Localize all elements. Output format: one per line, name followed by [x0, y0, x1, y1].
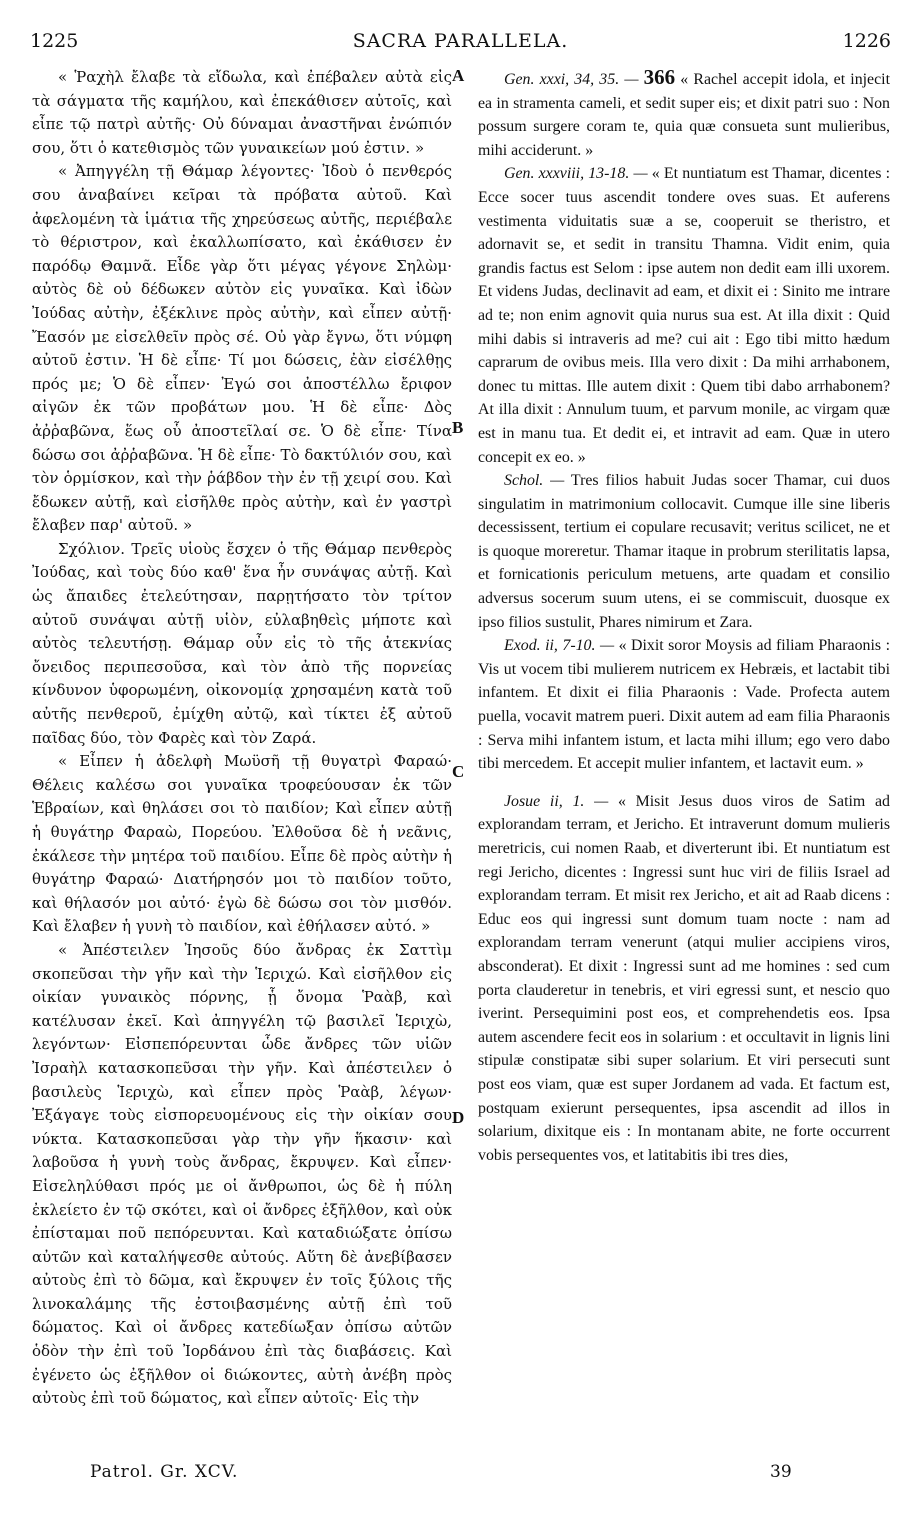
left-page-number: 1225	[30, 30, 79, 52]
greek-paragraph-rahab: « Ἀπέστειλεν Ἰησοῦς δύο ἄνδρας ἐκ Σαττὶμ σκοπεῦσαι τὴν γῆν καὶ τὴν Ἱεριχώ. Καὶ εἰσῆλθον εἰς οἰκίαν γυναικὸς πόρνης, ᾗ ὄνομα Ῥαὰβ, καὶ κατέλυσαν ἐκεῖ. Καὶ ἀπηγγέλη τῷ βασιλεῖ Ἱεριχὼ, λεγόντων· Εἰσπεπόρευνται ὧδε ἄνδρες τῶν υἱῶν Ἰσραὴλ κατασκοπεῦσαι τὴν γῆν. Καὶ ἀπέστειλεν ὁ βασιλεὺς Ἱεριχὼ, καὶ εἶπεν πρὸς Ῥαὰβ, λέγων· Ἐξάγαγε τοὺς εἰσπορευομένους εἰς τὴν οἰκίαν σου νύκτα. Κατασκοπεῦσαι γὰρ τὴν γῆν ἥκασιν· καὶ λαβοῦσα ἡ γυνὴ τοὺς ἄνδρας, ἔκρυψεν. Καὶ εἶπεν· Εἰσεληλύθασι πρός με οἱ ἄνθρωποι, ὡς δὲ ἡ πύλη ἐκλείετο ἐν τῷ σκότει, καὶ οἱ ἄνδρες ἐξῆλθον, καὶ οὐκ ἐπίσταμαι ποῦ πεπόρευνται. Καὶ καταδιώξατε ὀπίσω αὐτῶν καὶ καταλήψεσθε αὐτούς. Αὕτη δὲ ἀνεβίβασεν αὐτοὺς ἐπὶ τὸ δῶμα, καὶ ἔκρυψεν ἐν τοῖς ξύλοις τῆς λινοκαλάμης τῆς ἐστοιβασμένης αὐτῇ ἐπὶ τοῦ δώματος. Καὶ οἱ ἄνδρες κατεδίωξαν ὀπίσω αὐτῶν ὁδὸν τὴν ἐπὶ τοῦ Ἰορδάνου ἐπὶ τὰς διαβάσεις. Καὶ ἐγένετο ὡς ἐξῆλθον οἱ διώκοντες, αὐτὴ ἀνέβη πρὸς αὐτοὺς ἐπὶ τοῦ δώματος, καὶ εἶπεν αὐτοῖς· Εἰς τὴν	[32, 940, 452, 1408]
sheet-number: 39	[770, 1462, 792, 1482]
greek-paragraph-rachel: « Ῥαχὴλ ἔλαβε τὰ εἴδωλα, καὶ ἐπέβαλεν αὐτὰ εἰς τὰ σάγματα τῆς καμήλου, καὶ ἐπεκάθισεν αὐτοῖς, καὶ εἶπε τῷ πατρὶ αὐτῆς· Οὐ δύναμαι ἀναστῆναι ἐνώπιόν σου, ὅτι ὁ κατεθισμὸς τῶν γυναικείων μού ἐστιν. »	[32, 68, 452, 157]
scripture-reference: Exod. ii, 7-10. —	[504, 637, 615, 655]
column-number: 366	[643, 65, 676, 89]
paragraph-text: « Misit Jesus duos viros de Satim ad explorandam terram, et Jericho. Et intraverunt domum mulieris meretricis, cui nomen Raab, et diverterunt ibi. Et nuntiatum est regi Jericho, dicentes : Ingressi sunt huc viri de filiis Israel ad explorandam terram. Et misit rex Jericho, et ait ad Raab dicens : Educ eos qui ingressi sunt domum tuam nocte : nam ad explorandam terram venerunt (atqui mulier accipiens viros, absconderat). Et dixit : Ingressi sunt ad me homines : sed cum porta clauderetur in tenebris, et viri egressi sunt, et nescio quo iverint. Persequimini post eos, et comprehendetis eos. Ipsa autem ascendere fecit eos in solarium : et occultavit in lignis lini stipulæ constipatæ sibi super solarium. Et viri persecuti sunt post eos viam, quæ est super Jordanem ad vada. Et factum est, postquam exierunt persequentes, ipsa ascendit ad illos in solarium, dixitque eis : In montanam abite, ne forte occurrent vobis persequentes vos, et latitabitis ibi tres dies,	[478, 792, 890, 1164]
section-gap	[478, 776, 890, 790]
latin-paragraph-scholion	[478, 469, 890, 634]
margin-marker-c: C	[452, 762, 465, 781]
latin-paragraph-thamar	[478, 162, 890, 469]
greek-column	[32, 66, 452, 1411]
running-title: SACRA PARALLELA.	[352, 30, 569, 52]
paragraph-text: « Rachel accepit idola, et injecit ea in stramenta cameli, et sedit super eis; et dixit patri suo : Non possum surgere coram te, quia quæ consueta sunt mulieribus, mihi acciderunt. »	[478, 71, 890, 159]
latin-column	[478, 66, 890, 1167]
scripture-reference: Gen. xxxi, 34, 35. —	[504, 71, 639, 88]
paragraph-text: Tres filios habuit Judas socer Thamar, cui duos singulatim in matrimonium collocavit. Cumque ille sine liberis decessissent, tertium ei copulare recusavit; veritus scilicet, ne et is quoque moreretur. Thamar itaque in probrum sterilitatis lapsa, et fornicationis periculum metuens, arte quadam et consilio adversus socerum suum utens, ei se commiscuit, duosque ex ipso filios sustulit, Phares nimirum et Zara.	[478, 472, 890, 631]
paragraph-text: « Et nuntiatum est Thamar, dicentes : Ecce socer tuus ascendit tondere oves suas. Et auferens vestimenta viduitatis suæ a se, cooperuit se theristro, et adornavit se, et sedit in transitu Thamna. Vidit enim, quia grandis factus est Selom : ipse autem non dedit eam illi uxorem. Et videns Judas, declinavit ad eam, et dixit ei : Sinito me intrare ad te; non enim agnovit quia nurus sua est. At illa dixit : Quid mihi dabis si intraveris ad me? cui ait : Ego tibi mitto hædum caprarum de ovibus meis. Illa vero dixit : Da mihi arrhabonem, donec tu mittas. Ille autem dixit : Quem tibi dabo arrhabonem? At illa dixit : Annulum tuum, et parvum monile, ac virgam quæ est in manu tua. Et dedit ei, et intravit ad eam. Quæ in utero concepit ex eo. »	[478, 165, 890, 466]
margin-marker-b: B	[452, 418, 464, 437]
greek-paragraph-thamar: « Ἀπηγγέλη τῇ Θάμαρ λέγοντες· Ἰδοὺ ὁ πενθερός σου ἀναβαίνει κεῖραι τὰ πρόβατα αὐτοῦ. Καὶ ἀφελομένη τὰ ἱμάτια τῆς χηρεύσεως αὐτῆς, περιέβαλε τὸ θέριστρον, καὶ ἐκαλλωπίσατο, καὶ ἐκάθισεν ἐν παρόδῳ Θαμνᾶ. Εἶδε γὰρ ὅτι μέγας γέγονε Σηλὼμ· αὐτὸς δὲ οὐ δέδωκεν αὐτὸν εἰς γυναῖκα. Καὶ ἰδὼν Ἰούδας αὐτὴν, ἐξέκλινε πρὸς αὐτὴν, καὶ εἶπεν αὐτῇ· Ἔασόν με εἰσελθεῖν πρὸς σέ. Οὐ γὰρ ἔγνω, ὅτι νύμφη αὐτοῦ ἐστιν. Ἡ δὲ εἶπε· Τί μοι δώσεις, ἐὰν εἰσέλθῃς πρός με; Ὁ δὲ εἶπεν· Ἐγώ σοι ἀποστέλλω ἔριφον αἰγῶν ἐκ τῶν προβάτων μου. Ἡ δὲ εἶπε· Δὸς ἀῤῥαβῶνα, ἕως οὗ ἀποστεῖλαί σε. Ὁ δὲ εἶπε· Τίνα δώσω σοι ἀῤῥαβῶνα. Ἡ δὲ εἶπε· Τὸ δακτύλιόν σου, καὶ τὸν ὁρμίσκον, καὶ τὴν ῥάβδον τὴν ἐν τῇ χειρί σου. Καὶ ἔδωκεν αὐτῇ, καὶ εἰσῆλθε πρὸς αὐτὴν, καὶ ἐν γαστρὶ ἔλαβεν παρ' αὐτοῦ. »	[32, 162, 452, 535]
volume-signature: Patrol. Gr. XCV.	[90, 1462, 239, 1482]
latin-paragraph-moses-sister	[478, 634, 890, 776]
margin-marker-a: A	[452, 66, 465, 85]
greek-paragraph-moses-sister: « Εἶπεν ἡ ἀδελφὴ Μωϋσῆ τῇ θυγατρὶ Φαραώ· Θέλεις καλέσω σοι γυναῖκα τροφεύουσαν ἐκ τῶν Ἑβραίων, καὶ θηλάσει σοι τὸ παιδίον; Καὶ εἶπεν αὐτῇ ἡ θυγάτηρ Φαραὼ, Πορεύου. Ἐλθοῦσα δὲ ἡ νεᾶνις, ἐκάλεσε τὴν μητέρα τοῦ παιδίου. Εἶπε δὲ πρὸς αὐτὴν ἡ θυγάτηρ Φαραώ· Διατήρησόν μοι τὸ παιδίον τοῦτο, καὶ θήλασόν μοι αὐτό· ἐγὼ δὲ δώσω σοι τὸν μισθόν. Καὶ ἔλαβεν ἡ γυνὴ τὸ παιδίον, καὶ ἐθήλασεν αὐτό. »	[32, 752, 452, 936]
scripture-reference: Gen. xxxviii, 13-18. —	[504, 165, 648, 183]
margin-marker-d: D	[452, 1108, 465, 1127]
latin-paragraph-rahab	[478, 790, 890, 1168]
scholion-label: Schol. —	[504, 472, 565, 490]
paragraph-text: « Dixit soror Moysis ad filiam Pharaonis : Vis ut vocem tibi mulierem nutricem ex Hebræis, et lactabit tibi infantem. Et dixit ei filia Pharaonis : Vade. Profecta autem puella, vocavit matrem pueri. Dixit autem ad eam filia Pharaonis : Serva mihi infantem istum, et lacta mihi illum; ego vero dabo tibi mercedem. Et accepit mulier infantem, et lactavit eum. »	[478, 637, 890, 773]
scripture-reference: Josue ii, 1. —	[504, 792, 609, 810]
latin-paragraph-rachel	[478, 66, 890, 162]
right-page-number: 1226	[842, 30, 891, 52]
greek-paragraph-scholion: Σχόλιον. Τρεῖς υἱοὺς ἔσχεν ὁ τῆς Θάμαρ πενθερὸς Ἰούδας, καὶ τοὺς δύο καθ' ἕνα ἦν συνάψας αὐτῇ. Καὶ ὡς ἄπαιδες ἐτελεύτησαν, παρῃτήσατο τὸν τρίτον αὐτοῦ συνάψαι αὐτῇ υἱὸν, εὐλαβηθεὶς μήποτε καὶ αὐτὸς τελευτήσῃ. Θάμαρ οὖν εἰς τὸ τῆς ἀτεκνίας ὄνειδος περιπεσοῦσα, καὶ τὸν ἀπὸ τῆς πορνείας κίνδυνον ὑφορωμένη, οἰκονομίᾳ χρησαμένη κατὰ τοῦ αὐτῆς πενθεροῦ, ἐμίχθη αὐτῷ, καὶ τίκτει ἐξ αὐτοῦ παῖδας δύο, τὸν Φαρὲς καὶ τὸν Ζαρά.	[32, 539, 452, 747]
